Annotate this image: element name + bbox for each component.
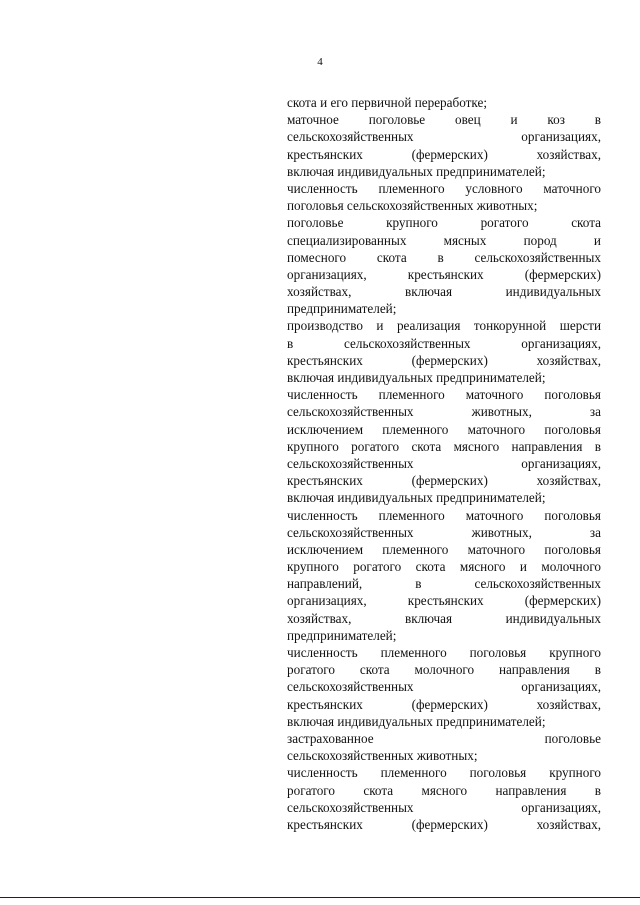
text-line: сельскохозяйственных организациях, <box>287 455 601 471</box>
text-line: включая индивидуальных предпринимателей; <box>287 713 546 729</box>
text-line: сельскохозяйственных организациях, <box>287 129 601 145</box>
text-line: маточное поголовье овец и коз в <box>287 112 601 128</box>
text-line: численность племенного поголовья крупного <box>287 645 601 660</box>
text-line: численность племенного поголовья крупного <box>287 765 601 781</box>
text-line: численность племенного маточного поголовья <box>287 507 601 523</box>
text-line: крестьянских (фермерских) хозяйствах, <box>287 473 601 489</box>
text-line: рогатого скота молочного направления в <box>287 662 601 678</box>
text-line: включая индивидуальных предпринимателей; <box>287 163 546 179</box>
text-line: включая индивидуальных предпринимателей; <box>287 370 546 385</box>
text-line: крупного рогатого скота мясного направления в <box>287 438 601 454</box>
text-line: крестьянских (фермерских) хозяйствах, <box>287 352 601 368</box>
text-line: застрахованное поголовье <box>287 730 601 746</box>
text-line: помесного скота в сельскохозяйственных <box>287 249 601 265</box>
text-line: направлений, в сельскохозяйственных <box>287 576 601 592</box>
text-line: сельскохозяйственных животных, за <box>287 524 601 540</box>
text-line: хозяйствах, включая индивидуальных <box>287 610 601 626</box>
text-line: предпринимателей; <box>287 627 397 643</box>
text-line: численность племенного условного маточного <box>287 180 601 196</box>
text-line: рогатого скота мясного направления в <box>287 782 601 798</box>
text-line: численность племенного маточного поголовья <box>287 387 601 403</box>
text-line: исключением племенного маточного поголовья <box>287 421 601 437</box>
text-line: крупного рогатого скота мясного и молочного <box>287 559 601 575</box>
text-line: скота и его первичной переработке; <box>287 95 487 110</box>
text-line: производство и реализация тонкорунной шерсти <box>287 318 601 334</box>
text-line: специализированных мясных пород и <box>287 232 601 248</box>
page-bottom-rule <box>0 897 640 898</box>
text-line: сельскохозяйственных животных; <box>287 748 478 764</box>
text-line: поголовья сельскохозяйственных животных; <box>287 198 538 214</box>
text-line: крестьянских (фермерских) хозяйствах, <box>287 696 601 712</box>
text-line: сельскохозяйственных организациях, <box>287 799 601 815</box>
text-line: поголовье крупного рогатого скота <box>287 215 601 231</box>
text-line: крестьянских (фермерских) хозяйствах, <box>287 146 601 162</box>
text-line: предпринимателей; <box>287 301 397 317</box>
body-text <box>287 94 601 833</box>
text-line: хозяйствах, включая индивидуальных <box>287 284 601 300</box>
text-line: включая индивидуальных предпринимателей; <box>287 490 546 506</box>
text-line: крестьянских (фермерских) хозяйствах, <box>287 816 601 832</box>
text-line: сельскохозяйственных животных, за <box>287 404 601 420</box>
text-line: организациях, крестьянских (фермерских) <box>287 593 601 609</box>
text-line: исключением племенного маточного поголовья <box>287 541 601 557</box>
text-line: сельскохозяйственных организациях, <box>287 679 601 695</box>
text-line: в сельскохозяйственных организациях, <box>287 335 601 351</box>
text-line: организациях, крестьянских (фермерских) <box>287 266 601 282</box>
page-number: 4 <box>317 56 323 68</box>
